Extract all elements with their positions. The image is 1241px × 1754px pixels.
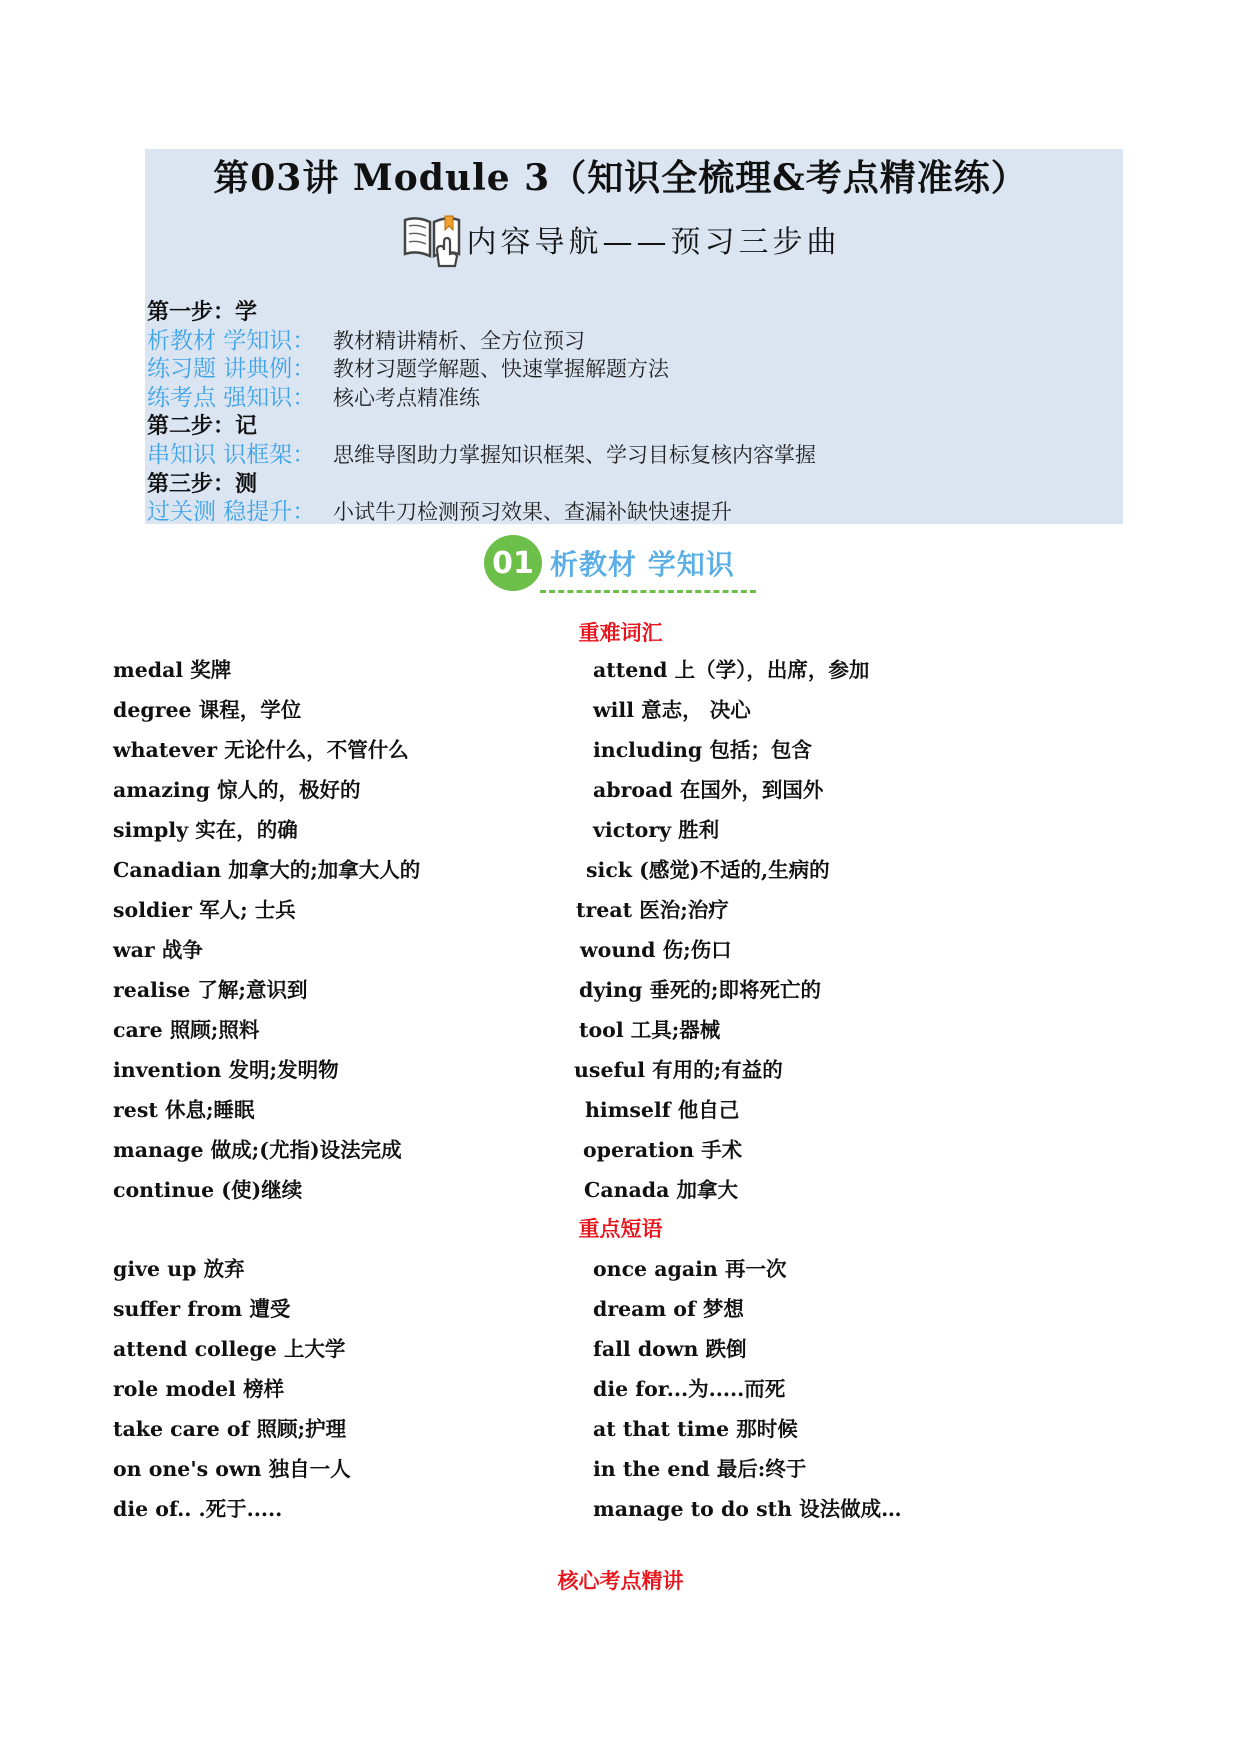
step-item-desc: 思维导图助力掌握知识框架、学习目标复核内容掌握	[333, 442, 816, 467]
phrases-left-item: suffer from 遭受	[113, 1297, 291, 1321]
nav-title-row	[0, 210, 1241, 272]
step-3-item	[147, 498, 816, 527]
vocab-left-item: degree 课程，学位	[113, 698, 302, 722]
phrases-right-item: manage to do sth 设法做成…	[593, 1497, 902, 1521]
vocab-right-item: tool 工具;器械	[579, 1018, 721, 1042]
step-item-key: 串知识 识框架：	[147, 441, 316, 468]
vocab-left-item: whatever 无论什么，不管什么	[113, 738, 409, 762]
step-1-item	[147, 327, 816, 356]
step-item-desc: 核心考点精准练	[333, 385, 480, 410]
vocab-left-item: soldier 军人; 士兵	[113, 898, 296, 922]
vocab-right-item: including 包括；包含	[593, 738, 812, 762]
vocab-left-item: Canadian 加拿大的;加拿大人的	[113, 858, 421, 882]
vocab-heading: 重难词汇	[578, 620, 663, 645]
core-heading: 核心考点精讲	[557, 1568, 684, 1593]
step-1-item	[147, 355, 816, 384]
vocab-right-item: himself 他自己	[585, 1098, 740, 1122]
vocab-right-item: treat 医治;治疗	[576, 898, 729, 922]
phrases-left-item: give up 放弃	[113, 1257, 245, 1281]
phrases-heading: 重点短语	[578, 1216, 663, 1241]
step-item-desc: 教材习题学解题、快速掌握解题方法	[333, 357, 669, 382]
vocab-left-item: realise 了解;意识到	[113, 978, 308, 1002]
vocab-right-item: abroad 在国外，到国外	[593, 778, 824, 802]
step-2-item	[147, 441, 816, 470]
vocab-right-item: wound 伤;伤口	[580, 938, 732, 962]
step-1-item	[147, 384, 816, 413]
vocab-right-item: will 意志， 决心	[593, 698, 751, 722]
step-item-key: 练考点 强知识：	[147, 384, 316, 411]
vocab-right-item: attend 上（学），出席，参加	[593, 658, 870, 682]
phrases-left-item: on one's own 独自一人	[113, 1457, 351, 1481]
phrases-left-item: role model 榜样	[113, 1377, 285, 1401]
phrases-left-item: take care of 照顾;护理	[113, 1417, 347, 1441]
step-2-heading: 第二步：记	[147, 413, 258, 440]
step-item-key: 过关测 稳提升：	[147, 499, 316, 526]
vocab-right-item: operation 手术	[583, 1138, 743, 1162]
page-title: 第03讲 Module 3（知识全梳理&考点精准练）	[213, 157, 1028, 199]
preview-steps	[147, 298, 816, 527]
step-item-desc: 教材精讲精析、全方位预习	[333, 328, 585, 353]
phrases-right-item: in the end 最后:终于	[593, 1457, 807, 1481]
vocab-left-item: manage 做成;(尤指)设法完成	[113, 1138, 402, 1162]
section-label: 析教材 学知识	[550, 548, 735, 581]
step-item-desc: 小试牛刀检测预习效果、查漏补缺快速提升	[333, 500, 732, 525]
phrases-right-item: once again 再一次	[593, 1257, 787, 1281]
vocab-left-item: medal 奖牌	[113, 658, 232, 682]
vocab-left-item: invention 发明;发明物	[113, 1058, 339, 1082]
vocab-left-item: war 战争	[113, 938, 203, 962]
vocab-right-item: dying 垂死的;即将死亡的	[579, 978, 821, 1002]
vocab-left-item: simply 实在，的确	[113, 818, 298, 842]
step-item-key: 练习题 讲典例：	[147, 356, 316, 383]
section-number: 01	[484, 535, 542, 591]
phrases-right-item: fall down 跌倒	[593, 1337, 747, 1361]
phrases-left-item: attend college 上大学	[113, 1337, 346, 1361]
book-hand-icon	[401, 210, 463, 268]
nav-title: 内容导航——预习三步曲	[466, 225, 841, 260]
vocab-left-item: amazing 惊人的，极好的	[113, 778, 361, 802]
phrases-right-item: dream of 梦想	[593, 1297, 744, 1321]
vocab-right-item: Canada 加拿大	[584, 1178, 739, 1202]
step-1-heading: 第一步：学	[147, 299, 258, 325]
vocab-right-item: victory 胜利	[593, 818, 720, 842]
phrases-right-item: at that time 那时候	[593, 1417, 798, 1441]
vocab-left-item: rest 休息;睡眠	[113, 1098, 255, 1122]
vocab-left-item: continue (使)继续	[113, 1178, 303, 1202]
vocab-right-item: useful 有用的;有益的	[574, 1058, 783, 1082]
phrases-right-item: die for...为.....而死	[593, 1377, 786, 1401]
section-badge	[484, 535, 735, 591]
vocab-right-item: sick (感觉)不适的,生病的	[586, 858, 830, 882]
step-item-key: 析教材 学知识：	[147, 327, 316, 354]
section-underline	[540, 590, 756, 593]
phrases-left-item: die of.. .死于.....	[113, 1497, 283, 1521]
vocab-left-item: care 照顾;照料	[113, 1018, 260, 1042]
step-3-heading: 第三步：测	[147, 470, 258, 497]
